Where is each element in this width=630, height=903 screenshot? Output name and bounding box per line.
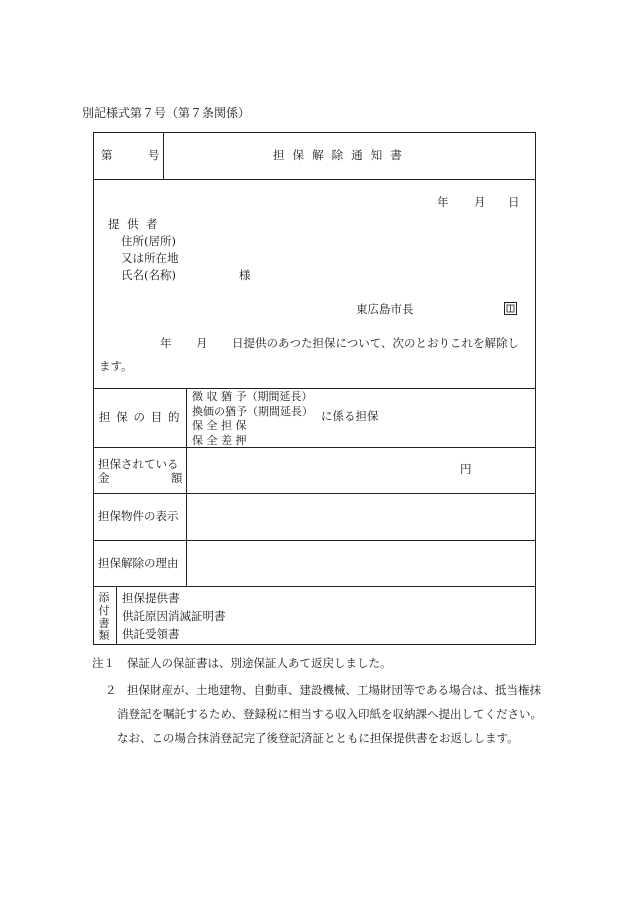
column-divider [186, 388, 187, 586]
column-divider [163, 132, 164, 179]
provider-label: 提供者 [108, 217, 165, 231]
attachment-item: 供託原因消滅証明書 [122, 609, 226, 623]
amount-unit: 円 [460, 462, 472, 476]
name-label: 氏名(名称) [121, 268, 176, 282]
amount-label-char: 金 [98, 471, 110, 485]
row-divider [93, 586, 536, 587]
issuer-name: 東広島市長 [356, 302, 414, 316]
statement-year: 年 [160, 336, 172, 350]
note-1-marker: 注１ [92, 656, 115, 670]
attachment-item: 担保提供書 [122, 591, 180, 605]
row-divider [93, 493, 536, 494]
row-divider [93, 447, 536, 448]
row-divider [93, 388, 536, 389]
purpose-options [192, 390, 313, 448]
number-suffix: 号 [148, 148, 160, 162]
form-label: 別記様式第７号（第７条関係） [82, 106, 251, 120]
statement-month: 月 [196, 336, 208, 350]
purpose-option: 換価の猶予（期間延長） [192, 404, 313, 418]
note-1: 保証人の保証書は、別途保証人あて返戻しました。 [127, 656, 392, 670]
location-label: 又は所在地 [121, 251, 179, 265]
purpose-option: 徴 収 猶 予（期間延長） [192, 390, 313, 403]
column-divider [116, 586, 117, 645]
number-prefix: 第 [101, 148, 113, 162]
honorific: 様 [239, 268, 251, 282]
document-title: 担保解除通知書 [273, 148, 410, 162]
seal-mark-icon [504, 302, 517, 315]
date-month: 月 [474, 195, 486, 209]
note-2-line-1: 担保財産が、土地建物、自動車、建設機械、工場財団等である場合は、抵当権抹 [127, 683, 541, 697]
property-label: 担保物件の表示 [98, 509, 179, 523]
date-year: 年 [437, 195, 449, 209]
date-day: 日 [508, 195, 520, 209]
attachments-label: 添 付 書 類 [98, 591, 110, 643]
purpose-label: 担保の目的 [99, 410, 186, 424]
purpose-option: 保 全 差 押 [192, 433, 247, 447]
purpose-option: 保 全 担 保 [192, 419, 247, 432]
attachment-item: 供託受領書 [122, 627, 180, 641]
note-2-marker: ２ [105, 683, 117, 697]
row-divider [93, 540, 536, 541]
row-divider [93, 179, 536, 180]
amount-label-char: 額 [171, 471, 183, 485]
note-2-line-3: なお、この場合抹消登記完了後登記済証とともに担保提供書をお返しします。 [117, 731, 519, 745]
address-label: 住所(居所) [121, 234, 176, 248]
statement-line-2: ます。 [99, 359, 133, 373]
statement-line-1: 日提供のあつた担保について、次のとおりこれを解除し [232, 336, 520, 350]
amount-label-line-1: 担保されている [98, 457, 179, 471]
purpose-suffix: に係る担保 [321, 409, 379, 423]
reason-label: 担保解除の理由 [98, 556, 179, 570]
note-2-line-2: 消登記を嘱託するため、登録税に相当する収入印紙を収納課へ提出してください。 [117, 707, 543, 721]
